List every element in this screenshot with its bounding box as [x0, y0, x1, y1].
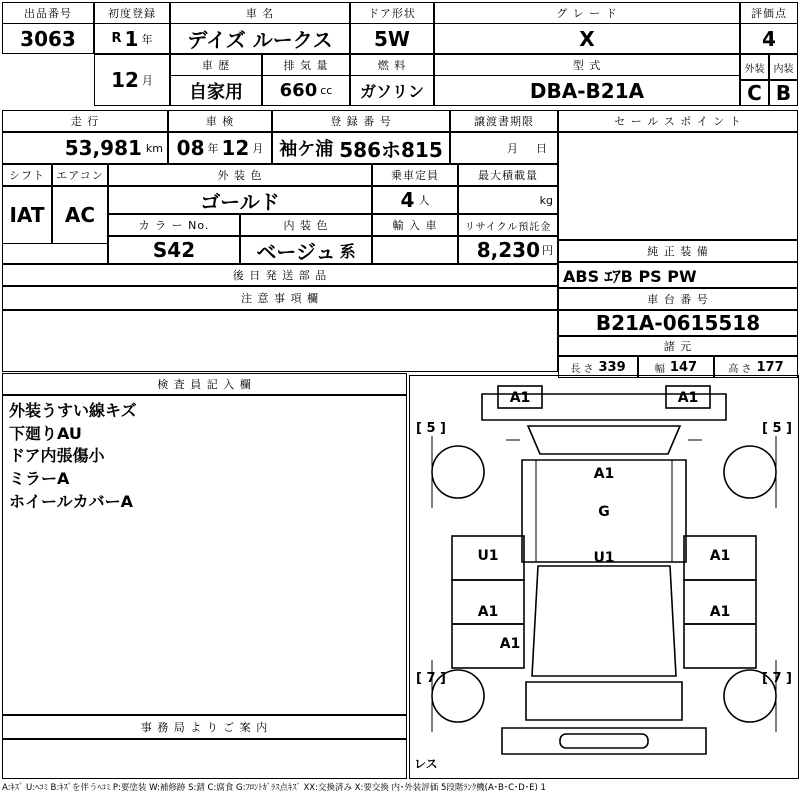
inspection-label-cell: [168, 110, 272, 132]
interior-color-label: 内 装 色: [283, 219, 329, 232]
score-value: 4: [762, 26, 776, 51]
door-type-label: ドア形状: [351, 3, 433, 24]
chassis-value-cell: [558, 310, 798, 336]
capacity-value: 4: [400, 188, 415, 212]
transfer-deadline-label: 譲渡書期限: [474, 115, 534, 128]
shift-label: シフト: [9, 169, 45, 182]
sales-point-body: [558, 132, 798, 240]
interior-rank-label-cell: [769, 54, 798, 80]
caution-label-cell: [2, 286, 558, 310]
width-value: 147: [669, 359, 698, 375]
fuel-label: 燃 料: [351, 55, 433, 76]
mark-left-door-rear: A1: [477, 604, 499, 620]
max-load-label-cell: [458, 164, 558, 186]
grade-cell: [434, 2, 740, 54]
interior-color-value: ベージュ: [256, 239, 336, 264]
recycle-value-cell: [458, 236, 558, 264]
reg-number-label: 登 録 番 号: [330, 115, 392, 128]
exterior-rank-value-cell: [740, 80, 769, 106]
mark-right-door-front: A1: [709, 548, 731, 564]
transfer-value-cell: [450, 132, 558, 164]
first-registration-month: 12: [111, 68, 139, 92]
inspector-label-cell: [2, 373, 407, 395]
mark-center: U1: [593, 550, 615, 566]
interior-rank-value: B: [775, 81, 792, 105]
exterior-color-value-cell: [108, 186, 372, 214]
score-cell: [740, 2, 798, 54]
fuel-cell: [350, 54, 434, 106]
first-registration-month-unit: 月: [141, 74, 153, 87]
mark-right-bracket-7: [ 7 ]: [762, 671, 792, 686]
car-history-value: 自家用: [189, 81, 243, 103]
mark-left-bracket-5: [ 5 ]: [416, 421, 446, 436]
displacement-label: 排 気 量: [263, 55, 349, 76]
color-no-label: カ ラ ー No.: [138, 219, 210, 232]
chassis-label-cell: [558, 288, 798, 310]
mark-left-door-front: U1: [477, 548, 499, 564]
mark-right-bracket-5: [ 5 ]: [762, 421, 792, 436]
aircon-value-cell: [52, 186, 108, 244]
recycle-deposit-value: 8,230: [476, 238, 540, 262]
inspector-notes-body: [2, 395, 407, 715]
sales-point-label: セ ー ル ス ポ イ ン ト: [614, 115, 742, 128]
first-registration-cell: [94, 2, 170, 54]
lot-number-label: 出品番号: [3, 3, 93, 24]
equipment-label-cell: [558, 240, 798, 262]
inspection-year: 08: [176, 136, 205, 160]
inspection-month-unit: 月: [252, 142, 264, 155]
shift-aircon-filler: [2, 244, 108, 264]
capacity-label-cell: [372, 164, 458, 186]
mark-front-left: A1: [509, 390, 531, 406]
lot-number-value: 3063: [20, 26, 76, 51]
door-type-cell: [350, 2, 434, 54]
shift-label-cell: [2, 164, 52, 186]
capacity-value-cell: [372, 186, 458, 214]
mark-bottom-note: レス: [414, 757, 438, 771]
first-registration-label: 初度登録: [95, 3, 169, 24]
inspection-label: 車 検: [205, 115, 235, 128]
inspector-note-line: 下廻りAU: [9, 423, 82, 443]
inspection-year-unit: 年: [207, 142, 219, 155]
fuel-value: ガソリン: [359, 82, 424, 101]
interior-rank-label: 内装: [773, 63, 794, 75]
length-value: 339: [598, 359, 626, 375]
exterior-rank-label: 外装: [744, 63, 765, 75]
color-no-value: S42: [152, 238, 196, 262]
max-load-label: 最大積載量: [478, 169, 538, 182]
inspector-note-line: ドア内張傷小: [9, 446, 105, 466]
first-registration-era: R: [111, 31, 122, 46]
caution-label: 注 意 事 項 欄: [241, 292, 319, 305]
spec-label: 諸 元: [663, 340, 693, 353]
spec-label-cell: [558, 336, 798, 356]
car-name-cell: [170, 2, 350, 54]
width-label: 幅: [654, 363, 665, 375]
equipment-value-cell: [558, 262, 798, 288]
recycle-deposit-label: リサイクル預託金: [464, 221, 552, 233]
damage-diagram-svg: [410, 376, 798, 778]
first-registration-year: 1: [124, 26, 139, 51]
genuine-equipment-label: 純 正 装 備: [647, 245, 709, 258]
chassis-number-label: 車 台 番 号: [647, 293, 709, 306]
inspector-note-line: ミラーA: [9, 469, 70, 489]
transfer-label-cell: [450, 110, 558, 132]
grade-label: グ レ ー ド: [435, 3, 739, 24]
mileage-value-cell: [2, 132, 168, 164]
interior-color-value-cell: [240, 236, 372, 264]
mark-front-right: A1: [677, 390, 699, 406]
interior-rank-value-cell: [769, 80, 798, 106]
max-load-unit: kg: [539, 193, 553, 207]
import-label: 輸 入 車: [392, 219, 438, 232]
caution-body: [2, 310, 558, 372]
later-parts-label-cell: [2, 264, 558, 286]
mark-hood: A1: [593, 466, 615, 482]
sales-point-label-cell: [558, 110, 798, 132]
length-label: 長 さ: [570, 363, 594, 375]
inspector-note-line: 外装うすい線キズ: [9, 401, 137, 420]
office-label-cell: [2, 715, 407, 739]
door-type-value: 5W: [374, 26, 410, 51]
mark-rear-left-extra: A1: [499, 636, 521, 652]
capacity-unit: 人: [418, 194, 430, 207]
mark-roof: G: [598, 504, 610, 520]
inspection-value-cell: [168, 132, 272, 164]
exterior-color-label-cell: [108, 164, 372, 186]
reg-number-value-cell: [272, 132, 450, 164]
aircon-label-cell: [52, 164, 108, 186]
first-registration-year-unit: 年: [141, 32, 153, 46]
model-code-cell: [434, 54, 740, 106]
score-label: 評価点: [741, 3, 797, 24]
model-code-label: 型 式: [435, 55, 739, 76]
damage-diagram: [409, 375, 799, 779]
mark-right-door-rear: A1: [709, 604, 731, 620]
transfer-month-unit: 月: [507, 142, 518, 155]
exterior-color-value: ゴールド: [200, 189, 280, 214]
exterior-rank-value: C: [747, 81, 762, 105]
mileage-value: 53,981: [64, 136, 142, 160]
reg-number-value: 586ホ815: [339, 137, 443, 162]
model-code-value: DBA-B21A: [529, 78, 645, 103]
inspector-notes-label: 検 査 員 記 入 欄: [157, 378, 252, 391]
color-no-label-cell: [108, 214, 240, 236]
lot-number-cell: [2, 2, 94, 54]
mileage-label: 走 行: [70, 115, 100, 128]
car-history-cell: [170, 54, 262, 106]
first-registration-month-cell: [94, 54, 170, 106]
shift-value-cell: [2, 186, 52, 244]
color-no-value-cell: [108, 236, 240, 264]
inspector-note-line: ホイールカバーA: [9, 491, 134, 511]
interior-color-suffix: 系: [339, 241, 356, 261]
exterior-rank-label-cell: [740, 54, 769, 80]
later-shipped-parts-label: 後 日 発 送 部 品: [232, 269, 328, 282]
grade-value: X: [579, 26, 595, 51]
car-name-label: 車 名: [171, 3, 349, 24]
aircon-value: AC: [64, 203, 96, 227]
import-label-cell: [372, 214, 458, 236]
capacity-label: 乗車定員: [391, 169, 439, 182]
height-value: 177: [756, 359, 784, 375]
displacement-cell: [262, 54, 350, 106]
mark-left-bracket-7: [ 7 ]: [416, 671, 446, 686]
height-label: 高 さ: [728, 363, 752, 375]
displacement-value: 660: [279, 80, 318, 101]
displacement-unit: cc: [320, 84, 333, 97]
legend-text: A:ｷｽﾞ U:ﾍｺﾐ B:ｷｽﾞを伴うﾍｺﾐ P:要塗装 W:補修跡 S:錆 C:腐食 G:ﾌﾛﾝﾄｶﾞﾗｽ点ｷｽﾞ XX:交換済み X:要交換 内･外装評価 5段階ﾗﾝｸ機(A･B･C･D･E) 1: [2, 783, 546, 793]
shift-value: IAT: [9, 203, 45, 227]
car-name-value: デイズ ルークス: [187, 28, 333, 52]
genuine-equipment-value: ABS ｴｱB PS PW: [563, 266, 697, 286]
recycle-deposit-unit: 円: [542, 244, 553, 257]
transfer-day-unit: 日: [536, 142, 547, 155]
max-load-value-cell: [458, 186, 558, 214]
car-history-label: 車 歴: [171, 55, 261, 76]
mileage-label-cell: [2, 110, 168, 132]
office-notice-label: 事 務 局 よ り ご 案 内: [140, 721, 269, 734]
mileage-unit: km: [145, 141, 163, 155]
inspection-month: 12: [221, 136, 250, 160]
exterior-color-label: 外 装 色: [217, 169, 263, 182]
chassis-number-value: B21A-0615518: [595, 311, 761, 335]
interior-color-label-cell: [240, 214, 372, 236]
reg-number-label-cell: [272, 110, 450, 132]
reg-number-place: 袖ケ浦: [279, 139, 334, 160]
import-value-cell: [372, 236, 458, 264]
aircon-label: エアコン: [56, 169, 104, 182]
recycle-label-cell: [458, 214, 558, 236]
office-notice-body: [2, 739, 407, 779]
